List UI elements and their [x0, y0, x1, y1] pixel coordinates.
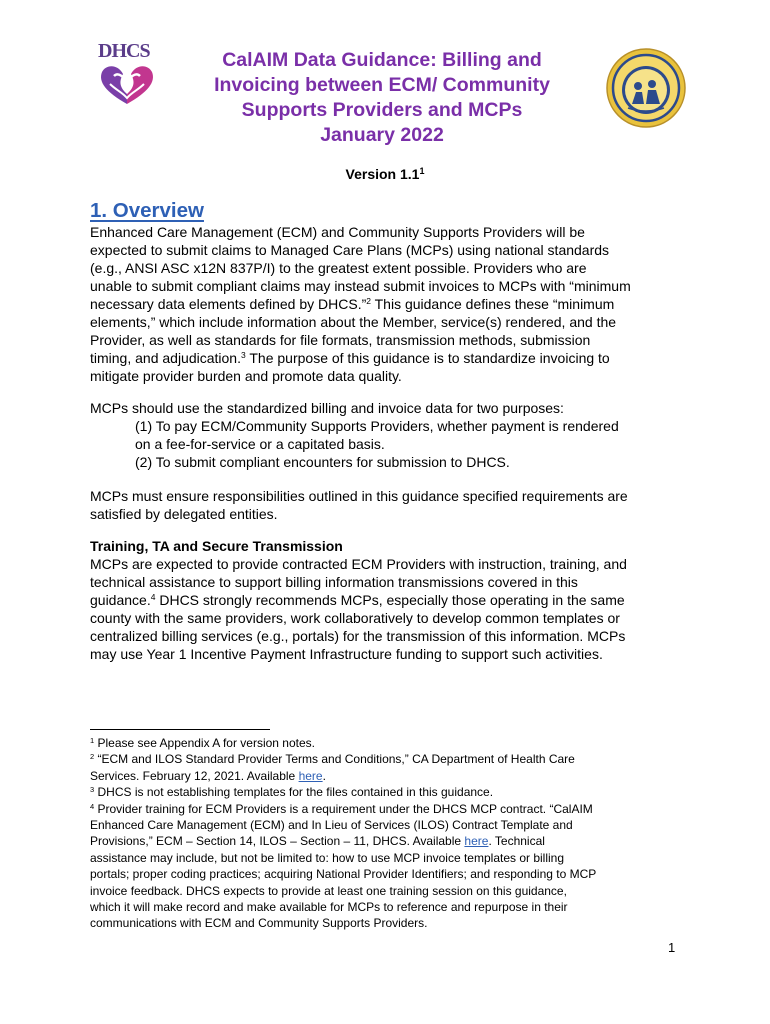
purposes-paragraph	[90, 399, 690, 471]
footnote-text: Services. February 12, 2021. Available	[90, 768, 299, 783]
footnote-number: 3	[90, 785, 95, 795]
footnote-4-cont: communications with ECM and Community Supports Providers.	[90, 916, 428, 931]
overview-paragraph	[90, 223, 690, 385]
footnote-3	[90, 784, 690, 800]
text-line: MCPs are expected to provide contracted ECM Providers with instruction, training, and	[90, 556, 627, 572]
footnote-4	[90, 801, 690, 817]
text-span: guidance.	[90, 592, 151, 608]
footnote-number: 2	[90, 752, 95, 762]
text-span: The purpose of this guidance is to standardize invoicing to	[245, 350, 610, 366]
footnote-4-cont: Enhanced Care Management (ECM) and In Lieu of Services (ILOS) Contract Template and	[90, 818, 573, 833]
footnote-separator	[90, 729, 270, 730]
here-link[interactable]: here	[298, 768, 323, 783]
text-span: timing, and adjudication.	[90, 350, 241, 366]
footnote-4-cont: portals; proper coding practices; acquiring National Provider Identifiers; and responding to MCP	[90, 867, 597, 882]
title-line: Supports Providers and MCPs	[241, 99, 523, 121]
text-line: centralized billing services (e.g., portals) for the transmission of this information. MCPs	[90, 628, 626, 644]
purpose-item-1: (1) To pay ECM/Community Supports Providers, whether payment is rendered	[135, 418, 619, 434]
medi-cal-seal	[606, 48, 686, 128]
version-text: Version 1.1	[345, 166, 420, 182]
text-line: mitigate provider burden and promote data quality.	[90, 368, 402, 384]
medi-cal-seal-icon	[606, 48, 686, 128]
text-span: necessary data elements defined by DHCS.”	[90, 296, 367, 312]
footnote-ref: 3	[241, 350, 246, 360]
purpose-item-2: (2) To submit compliant encounters for submission to DHCS.	[135, 454, 510, 470]
footnotes	[90, 735, 690, 932]
footnote-ref: 1	[419, 166, 425, 176]
dhcs-logo-text: DHCS	[98, 40, 150, 62]
text-line: MCPs must ensure responsibilities outlined in this guidance specified requirements are	[90, 488, 628, 504]
footnote-text: Provider training for ECM Providers is a requirement under the DHCS MCP contract. “CalAIM	[94, 801, 593, 816]
footnote-4-cont: which it will make record and make available for MCPs to reference and repurpose in their	[90, 900, 568, 915]
text-line	[90, 295, 690, 313]
footnote-number: 4	[90, 801, 95, 811]
text-line: satisfied by delegated entities.	[90, 506, 278, 522]
text-span: DHCS strongly recommends MCPs, especially those operating in the same	[155, 592, 625, 608]
training-heading: Training, TA and Secure Transmission	[90, 538, 343, 554]
text-line: elements,” which include information about the Member, service(s) rendered, and the	[90, 314, 617, 330]
text-line: Provider, as well as standards for file formats, transmission methods, submission	[90, 332, 591, 348]
footnote-text: Please see Appendix A for version notes.	[94, 736, 315, 750]
footnote-text: Provisions,” ECM – Section 14, ILOS – Section – 11, DHCS. Available	[90, 834, 465, 849]
footnote-number: 1	[90, 736, 95, 745]
footnote-ref: 2	[366, 296, 371, 306]
text-line: technical assistance to support billing information transmissions covered in this	[90, 574, 578, 590]
text-line	[90, 591, 690, 609]
title-line: CalAIM Data Guidance: Billing and	[222, 49, 542, 71]
document-title	[180, 48, 584, 148]
title-line: Invoicing between ECM/ Community	[214, 74, 550, 96]
dhcs-logo	[92, 40, 162, 106]
text-line: county with the same providers, work collaboratively to develop common templates or	[90, 610, 620, 626]
footnote-4-cont	[90, 833, 690, 849]
page-number: 1	[668, 940, 676, 955]
text-line	[90, 349, 690, 367]
here-link[interactable]: here	[464, 834, 489, 849]
training-paragraph	[90, 555, 690, 663]
footnote-ref: 4	[150, 592, 156, 602]
footnote-text: “ECM and ILOS Standard Provider Terms and Conditions,” CA Department of Health Care	[94, 752, 575, 767]
text-line: MCPs should use the standardized billing and invoice data for two purposes:	[90, 400, 564, 416]
footnote-2	[90, 751, 690, 767]
text-line: expected to submit claims to Managed Care Plans (MCPs) using national standards	[90, 242, 610, 258]
footnote-text: . Technical	[488, 834, 545, 849]
purpose-item-1-cont: on a fee-for-service or a capitated basis.	[135, 436, 385, 452]
footnote-4-cont: invoice feedback. DHCS expects to provide at least one training session on this guidance,	[90, 883, 567, 898]
text-span: This guidance defines these “minimum	[370, 296, 615, 312]
text-line: unable to submit compliant claims may instead submit invoices to MCPs with “minimum	[90, 278, 631, 294]
text-line: Enhanced Care Management (ECM) and Community Supports Providers will be	[90, 224, 585, 240]
footnote-text: DHCS is not establishing templates for the files contained in this guidance.	[94, 785, 494, 800]
delegation-paragraph	[90, 487, 690, 523]
text-line: (e.g., ANSI ASC x12N 837P/I) to the greatest extent possible. Providers who are	[90, 260, 587, 276]
text-line: may use Year 1 Incentive Payment Infrastructure funding to support such activities.	[90, 646, 603, 662]
title-date: January 2022	[320, 124, 444, 146]
footnote-2-cont: Services. February 12, 2021. Available here.	[90, 768, 326, 783]
version-label	[0, 166, 770, 182]
section-heading: 1. Overview	[90, 199, 204, 222]
footnote-4-cont: assistance may include, but not be limited to: how to use MCP invoice templates or billing	[90, 850, 565, 865]
footnote-1	[90, 735, 690, 751]
heart-hands-icon	[96, 62, 158, 106]
